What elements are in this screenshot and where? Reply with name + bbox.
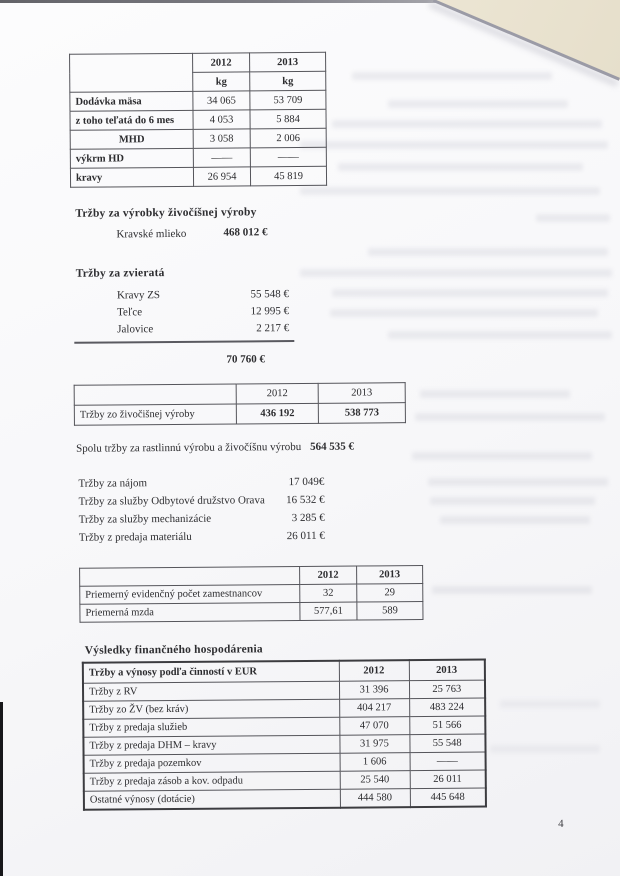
cell-label: Tržby z predaja zásob a kov. odpadu [84, 771, 340, 791]
other-sales-label: Tržby za služby Odbytové družstvo Orava [78, 494, 265, 508]
cell-label: Tržby zo ŽV (bez kráv) [83, 699, 339, 719]
table-row [70, 90, 326, 111]
cell-2013: 51 566 [409, 716, 485, 735]
livestock-sales-table [74, 382, 406, 426]
cell-label: Priemerný evidenčný počet zamestnancov [80, 585, 300, 605]
cell-2012: 436 192 [236, 403, 318, 424]
list-item [78, 476, 324, 490]
other-sales-value: 16 532 € [286, 493, 325, 507]
cell-year-2013: 2013 [357, 566, 423, 585]
cell-year-2013: 2013 [250, 52, 326, 72]
cell-2013: 25 763 [409, 680, 485, 699]
cell-2012: 4 053 [193, 110, 250, 129]
cell-2013: 5 884 [250, 109, 326, 129]
cell-label: Tržby zo živočišnej výroby [74, 404, 236, 425]
production-table [69, 52, 327, 188]
total-sales-summary [76, 441, 354, 455]
animal-value: 12 995 € [250, 305, 290, 318]
cell-2012: 31 396 [339, 681, 409, 700]
cell-year-2012: 2012 [300, 566, 357, 584]
cell-2013: 45 819 [250, 166, 326, 186]
cell-2012: 1 606 [340, 753, 410, 772]
cell-year-2012: 2012 [236, 383, 318, 404]
other-sales-value: 3 285 € [291, 511, 325, 525]
animal-label: Jalovice [117, 323, 154, 336]
table-row [70, 109, 326, 130]
animals-total-value: 70 760 € [226, 353, 265, 366]
financial-results-table [82, 659, 487, 811]
milk-value: 468 012 € [223, 226, 268, 239]
other-sales-value: 26 011 € [286, 529, 325, 543]
table-row [74, 383, 405, 406]
cell-2012: 26 954 [193, 167, 250, 186]
summary-value: 564 535 € [309, 440, 355, 453]
cell-label-empty [80, 567, 300, 587]
sum-divider-line [74, 340, 294, 344]
cell-2012: 404 217 [339, 699, 409, 718]
cell-2012: 3 058 [193, 129, 250, 148]
cell-label: Priemerná mzda [80, 603, 300, 623]
cell-year-2013: 2013 [318, 383, 405, 404]
list-item [79, 530, 325, 544]
cell-2012: 577,61 [300, 602, 357, 620]
animal-value: 55 548 € [250, 288, 289, 301]
table-row [84, 788, 486, 810]
list-item [79, 494, 325, 508]
milk-label: Kravské mlieko [116, 227, 187, 241]
cell-label: Tržby z predaja služieb [83, 717, 339, 737]
list-item [117, 288, 289, 301]
cell-label: Tržby z predaja DHM – kravy [83, 735, 339, 755]
section-heading-animals: Tržby za zvieratá [75, 267, 165, 280]
table-row [70, 166, 326, 187]
animal-label: Kravy ZS [116, 289, 161, 302]
animal-value: 2 217 € [256, 322, 290, 335]
page-number: 4 [558, 817, 564, 830]
cell-2012: 32 [300, 584, 357, 602]
cell-label: výkrm HD [70, 148, 193, 168]
other-sales-value: 17 049€ [288, 475, 325, 489]
cell-2013: —— [410, 752, 486, 771]
cell-2013: 53 709 [250, 90, 326, 110]
cell-label-empty [74, 384, 236, 405]
cell-2012: 47 070 [339, 717, 409, 736]
cell-2012: 31 975 [339, 735, 409, 754]
cell-2013: 2 006 [250, 128, 326, 148]
cell-year-2012: 2012 [193, 53, 250, 72]
cell-2012: —— [193, 148, 250, 167]
section-heading-animal-products: Tržby za výrobky živočíšnej výroby [75, 206, 257, 220]
other-sales-label: Tržby z predaja materiálu [78, 530, 192, 544]
cell-label: Dodávka mäsa [70, 91, 193, 111]
cell-2013: 538 773 [318, 403, 405, 424]
employees-table [79, 565, 423, 623]
cell-2012: 444 580 [340, 789, 410, 808]
list-item [117, 305, 289, 318]
table-row [70, 147, 326, 168]
cell-unit-2013: kg [250, 71, 326, 91]
table-row [70, 52, 326, 73]
cell-label: Ostatné výnosy (dotácie) [84, 789, 340, 810]
cell-label: MHD [70, 129, 193, 149]
cell-2013: 589 [357, 602, 423, 621]
cell-header-label: Tržby a výnosy podľa činností v EUR [83, 661, 339, 684]
cell-2013: 445 648 [410, 788, 486, 807]
cell-2012: 25 540 [340, 771, 410, 790]
cell-year-2013: 2013 [409, 660, 485, 681]
other-sales-label: Tržby za nájom [78, 477, 148, 490]
section-heading-financial-results: Výsledky finančného hospodárenia [84, 643, 263, 657]
cell-2013: 55 548 [409, 734, 485, 753]
cell-label: kravy [70, 167, 193, 187]
table-row [80, 602, 423, 623]
list-item [79, 512, 325, 526]
cell-2013: 29 [357, 584, 423, 603]
animal-label: Teľce [117, 306, 143, 319]
table-row [70, 128, 326, 149]
cell-2013: —— [250, 147, 326, 167]
table-row [74, 403, 405, 426]
cell-label: z toho teľatá do 6 mes [70, 110, 193, 130]
cell-2013: 483 224 [409, 698, 485, 717]
cell-label: Tržby z predaja pozemkov [84, 753, 340, 773]
cell-label: Tržby z RV [83, 681, 339, 701]
cell-unit-2012: kg [193, 72, 250, 91]
cell-year-2012: 2012 [339, 660, 409, 681]
summary-label: Spolu tržby za rastlinnú výrobu a živočíšnu výrobu [76, 440, 302, 455]
list-item [117, 322, 289, 335]
cell-2012: 34 065 [193, 91, 250, 110]
cell-label-empty [70, 53, 193, 92]
cell-2013: 26 011 [410, 770, 486, 789]
other-sales-label: Tržby za služby mechanizácie [78, 512, 212, 526]
